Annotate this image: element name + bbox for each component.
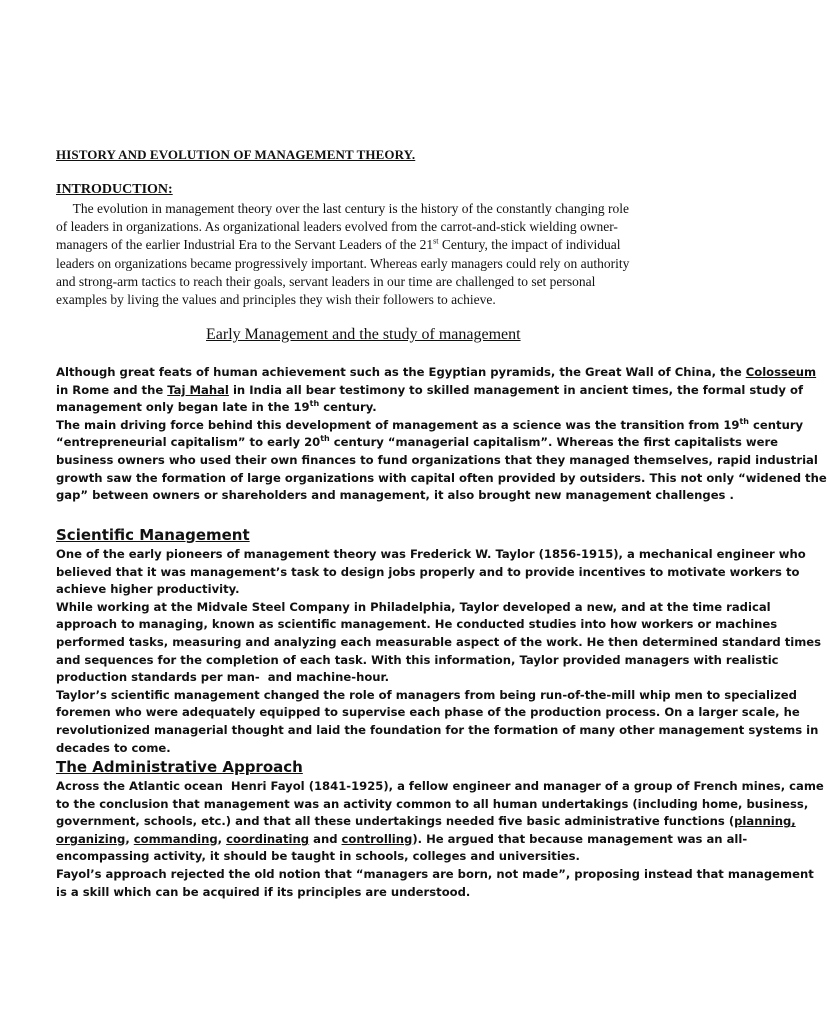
early-line-text: “entrepreneurial capitalism” to early 20 xyxy=(56,435,321,450)
taj-mahal-link[interactable]: Taj Mahal xyxy=(167,382,229,397)
scientific-line: performed tasks, measuring and analyzing each measurable aspect of the work. He then determined standard times xyxy=(56,634,822,649)
early-management-heading: Early Management and the study of management xyxy=(206,326,521,343)
admin-line-text: , xyxy=(125,831,134,846)
intro-line xyxy=(56,236,716,254)
scientific-management-paragraph xyxy=(56,546,822,757)
early-line-text: The main driving force behind this development of management as a science was the transition from 19 xyxy=(56,417,740,432)
coordinating-link[interactable]: coordinating xyxy=(226,831,310,846)
introduction-heading-text: INTRODUCTION xyxy=(56,182,169,197)
admin-line-text: and xyxy=(309,831,342,846)
scientific-line: approach to managing, known as scientific management. He conducted studies into how workers or machines xyxy=(56,617,778,632)
scientific-line: One of the early pioneers of management theory was Frederick W. Taylor (1856-1915), a mechanical engineer who xyxy=(56,547,806,561)
scientific-management-heading: Scientific Management xyxy=(56,526,250,544)
admin-line-text: government, schools, etc.) and that all these undertakings needed five basic administrative functions ( xyxy=(56,814,735,829)
early-line: gap” between owners or shareholders and management, it also brought new management challenges . xyxy=(56,488,734,503)
admin-line: encompassing activity, it should be taught in schools, colleges and universities. xyxy=(56,849,580,864)
early-line-text: century xyxy=(749,417,804,432)
scientific-line: decades to come. xyxy=(56,740,171,755)
commanding-link[interactable]: commanding xyxy=(133,831,218,846)
intro-line: and strong-arm tactics to reach their goals, servant leaders in our time are challenged to set personal xyxy=(56,273,596,289)
scientific-line: foremen who were adequately equipped to supervise each phase of the production process. On a larger scale, he xyxy=(56,705,800,720)
intro-line-text: managers of the earlier Industrial Era to the Servant Leaders of the 21 xyxy=(56,237,434,253)
early-line-text: management only began late in the 19 xyxy=(56,400,310,415)
admin-line-text: , xyxy=(791,814,796,829)
introduction-paragraph xyxy=(56,200,716,309)
early-line: business owners who used their own finances to fund organizations that they managed themselves, rapid industrial xyxy=(56,452,818,467)
administrative-approach-heading: The Administrative Approach xyxy=(56,758,303,776)
early-line xyxy=(56,382,803,400)
scientific-line: Taylor’s scientific management changed the role of managers from being run-of-the-mill whip men to specialized xyxy=(56,687,797,702)
admin-line: Fayol’s approach rejected the old notion that “managers are born, not made”, proposing instead that management xyxy=(56,866,814,881)
intro-line: of leaders in organizations. As organizational leaders evolved from the carrot-and-stick wielding owner- xyxy=(56,219,618,235)
introduction-heading-colon: : xyxy=(168,182,173,197)
early-line-text: century. xyxy=(319,400,377,415)
early-line xyxy=(56,416,804,435)
superscript: st xyxy=(433,236,439,246)
colosseum-link[interactable]: Colosseum xyxy=(745,365,817,379)
early-line xyxy=(56,399,716,417)
scientific-line: production standards per man- and machine-hour. xyxy=(56,670,390,685)
superscript: th xyxy=(320,434,330,444)
early-line xyxy=(56,434,779,452)
admin-line: Across the Atlantic ocean Henri Fayol (1841-1925), a fellow engineer and manager of a group of French mines, came xyxy=(56,779,824,793)
early-line-text: in Rome and the xyxy=(56,382,168,397)
admin-line xyxy=(56,831,748,849)
scientific-line: achieve higher productivity. xyxy=(56,582,240,597)
introduction-heading xyxy=(56,182,173,198)
intro-line-text: Century, the impact of individual xyxy=(438,237,621,253)
intro-line: The evolution in management theory over the last century is the history of the constantly changing role xyxy=(56,201,629,216)
admin-line-text: ). He argued that because management was an all- xyxy=(412,831,748,846)
scientific-line: and sequences for the completion of each task. With this information, Taylor provided managers with realistic xyxy=(56,652,779,667)
early-line-text: century “managerial capitalism”. Whereas the first capitalists were xyxy=(329,435,779,450)
intro-line: examples by living the values and principles they wish their followers to achieve. xyxy=(56,292,496,308)
administrative-approach-paragraph xyxy=(56,778,824,901)
admin-line-text: , xyxy=(217,831,227,846)
document-title: HISTORY AND EVOLUTION OF MANAGEMENT THEORY. xyxy=(56,147,416,162)
early-line: growth saw the formation of large organizations with capital often provided by outsiders. This not only “widened the xyxy=(56,470,827,485)
admin-line: is a skill which can be acquired if its principles are understood. xyxy=(56,884,471,899)
early-line-text: in India all bear testimony to skilled management in ancient times, the formal study of xyxy=(228,382,803,397)
early-management-paragraph xyxy=(56,364,827,505)
superscript: th xyxy=(309,399,320,409)
admin-line: to the conclusion that management was an activity common to all human undertakings (including home, business, xyxy=(56,796,809,811)
scientific-line: revolutionized managerial thought and laid the foundation for the formation of many other management systems in xyxy=(56,722,819,737)
superscript: th xyxy=(739,416,750,426)
intro-line: leaders on organizations became progressively important. Whereas early managers could rely on authority xyxy=(56,255,630,271)
early-line-text: Although great feats of human achievement such as the Egyptian pyramids, the Great Wall of China, the xyxy=(56,365,746,379)
organizing-link[interactable]: organizing xyxy=(56,831,126,846)
controlling-link[interactable]: controlling xyxy=(341,831,413,846)
scientific-line: believed that it was management’s task to design jobs properly and to provide incentives to motivate workers to xyxy=(56,564,800,579)
planning-link[interactable]: planning xyxy=(734,814,792,829)
early-line xyxy=(56,364,817,382)
admin-line xyxy=(56,813,796,831)
scientific-line: While working at the Midvale Steel Company in Philadelphia, Taylor developed a new, and at the time radical xyxy=(56,599,771,614)
